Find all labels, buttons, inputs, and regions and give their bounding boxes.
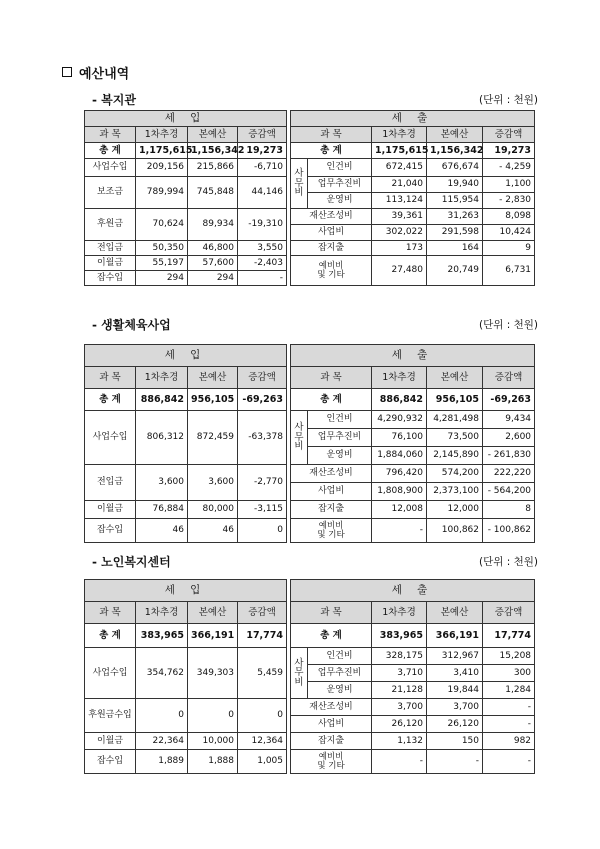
budget-table-senior-center bbox=[84, 579, 535, 774]
section-title-welfare-center: - 복지관 bbox=[92, 93, 136, 107]
column-header: 1차추경 bbox=[372, 602, 427, 624]
table-cell: 0 bbox=[188, 699, 238, 733]
table-cell: 80,000 bbox=[188, 501, 238, 519]
table-cell: 745,848 bbox=[188, 177, 238, 209]
column-header: 과 목 bbox=[85, 127, 136, 143]
budget-table-sports-program bbox=[84, 344, 535, 543]
table-cell: 1,284 bbox=[483, 682, 535, 699]
table-cell: 57,600 bbox=[188, 256, 238, 271]
row-label: 잡수입 bbox=[85, 750, 136, 774]
table-cell: 46 bbox=[188, 519, 238, 543]
column-header: 과 목 bbox=[85, 367, 136, 389]
row-label: 운영비 bbox=[308, 682, 372, 699]
section-title-senior-center: - 노인복지센터 bbox=[92, 555, 171, 569]
table-cell: 366,191 bbox=[427, 624, 483, 648]
table-cell: 21,040 bbox=[372, 177, 427, 193]
table-cell: 39,361 bbox=[372, 209, 427, 225]
table-row bbox=[85, 209, 535, 225]
column-header: 증감액 bbox=[238, 602, 287, 624]
table-cell: 27,480 bbox=[372, 256, 427, 286]
table-cell: 1,889 bbox=[136, 750, 188, 774]
table-cell: 1,175,615 bbox=[136, 143, 188, 159]
table-cell: - 2,830 bbox=[483, 193, 535, 209]
table-cell: 4,290,932 bbox=[372, 411, 427, 429]
table-cell: 383,965 bbox=[372, 624, 427, 648]
column-header: 1차추경 bbox=[136, 367, 188, 389]
row-label: 업무추진비 bbox=[308, 177, 372, 193]
table-cell: 89,934 bbox=[188, 209, 238, 241]
table-cell: 19,273 bbox=[238, 143, 287, 159]
table-cell: 366,191 bbox=[188, 624, 238, 648]
table-cell: 3,710 bbox=[372, 665, 427, 682]
row-label: 잡지출 bbox=[291, 241, 372, 256]
table-cell: 3,600 bbox=[188, 465, 238, 501]
row-label: 후원금수입 bbox=[85, 699, 136, 733]
table-cell: 3,600 bbox=[136, 465, 188, 501]
table-cell: 6,731 bbox=[483, 256, 535, 286]
column-header: 본예산 bbox=[427, 367, 483, 389]
total-row bbox=[85, 624, 535, 648]
table-cell: - bbox=[238, 271, 287, 286]
row-label: 후원금 bbox=[85, 209, 136, 241]
table-cell: 3,700 bbox=[427, 699, 483, 716]
table-cell: - bbox=[483, 699, 535, 716]
table-cell: 383,965 bbox=[136, 624, 188, 648]
total-label: 총 계 bbox=[85, 143, 136, 159]
row-label: 사업비 bbox=[291, 716, 372, 733]
table-cell: 1,888 bbox=[188, 750, 238, 774]
column-header: 1차추경 bbox=[136, 602, 188, 624]
row-label-reserve: 예비비 및 기타 bbox=[291, 519, 372, 543]
total-label: 총 계 bbox=[291, 143, 372, 159]
table-cell: 294 bbox=[188, 271, 238, 286]
table-cell: 46 bbox=[136, 519, 188, 543]
table-cell: 886,842 bbox=[136, 389, 188, 411]
column-header: 본예산 bbox=[188, 367, 238, 389]
table-cell: 44,146 bbox=[238, 177, 287, 209]
row-label: 잡수입 bbox=[85, 271, 136, 286]
table-row bbox=[85, 699, 535, 716]
main-heading-text: 예산내역 bbox=[79, 67, 130, 82]
row-label: 사업비 bbox=[291, 483, 372, 501]
table-cell: 2,600 bbox=[483, 429, 535, 447]
table-cell: 3,550 bbox=[238, 241, 287, 256]
table-cell: 10,424 bbox=[483, 225, 535, 241]
table-cell: 21,128 bbox=[372, 682, 427, 699]
table-row bbox=[85, 501, 535, 519]
table-cell: 5,459 bbox=[238, 648, 287, 699]
table-cell: 3,700 bbox=[372, 699, 427, 716]
table-cell: 26,120 bbox=[427, 716, 483, 733]
row-label-reserve: 예비비 및 기타 bbox=[291, 256, 372, 286]
expense-header: 세 출 bbox=[291, 580, 535, 602]
table-cell: 886,842 bbox=[372, 389, 427, 411]
table-cell: - bbox=[483, 750, 535, 774]
table-cell: 676,674 bbox=[427, 159, 483, 177]
row-label: 사업수입 bbox=[85, 648, 136, 699]
expense-header: 세 출 bbox=[291, 111, 535, 127]
expense-header: 세 출 bbox=[291, 345, 535, 367]
row-label: 인건비 bbox=[308, 648, 372, 665]
table-cell: 76,884 bbox=[136, 501, 188, 519]
table-cell: -63,378 bbox=[238, 411, 287, 465]
table-row bbox=[85, 411, 535, 429]
table-cell: - bbox=[372, 750, 427, 774]
row-label: 잡지출 bbox=[291, 733, 372, 750]
table-cell: 354,762 bbox=[136, 648, 188, 699]
table-cell: 0 bbox=[238, 699, 287, 733]
total-label: 총 계 bbox=[85, 624, 136, 648]
table-row bbox=[85, 519, 535, 543]
row-label: 이월금 bbox=[85, 501, 136, 519]
table-cell: -2,403 bbox=[238, 256, 287, 271]
table-cell: 19,273 bbox=[483, 143, 535, 159]
revenue-header: 세 입 bbox=[85, 580, 287, 602]
table-cell: 1,884,060 bbox=[372, 447, 427, 465]
table-cell: 294 bbox=[136, 271, 188, 286]
samubi-group-label: 사 무 비 bbox=[291, 411, 308, 465]
table-cell: 17,774 bbox=[238, 624, 287, 648]
table-cell: 300 bbox=[483, 665, 535, 682]
table-cell: 173 bbox=[372, 241, 427, 256]
table-cell: 0 bbox=[136, 699, 188, 733]
row-label: 재산조성비 bbox=[291, 699, 372, 716]
table-cell: 349,303 bbox=[188, 648, 238, 699]
column-header: 본예산 bbox=[427, 602, 483, 624]
table-cell: 1,100 bbox=[483, 177, 535, 193]
table-cell: 9 bbox=[483, 241, 535, 256]
column-header: 과 목 bbox=[291, 367, 372, 389]
table-cell: 806,312 bbox=[136, 411, 188, 465]
table-cell: -3,115 bbox=[238, 501, 287, 519]
table-cell: 956,105 bbox=[188, 389, 238, 411]
table-cell: 872,459 bbox=[188, 411, 238, 465]
checkbox-square-icon bbox=[62, 67, 72, 77]
table-cell: - bbox=[372, 519, 427, 543]
unit-note: (단위 : 천원) bbox=[479, 94, 538, 106]
table-cell: 302,022 bbox=[372, 225, 427, 241]
table-cell: 76,100 bbox=[372, 429, 427, 447]
table-cell: 956,105 bbox=[427, 389, 483, 411]
total-row bbox=[85, 389, 535, 411]
row-label: 이월금 bbox=[85, 256, 136, 271]
table-row bbox=[85, 159, 535, 177]
table-cell: - 4,259 bbox=[483, 159, 535, 177]
table-cell: 1,175,615 bbox=[372, 143, 427, 159]
column-header: 1차추경 bbox=[136, 127, 188, 143]
table-cell: 312,967 bbox=[427, 648, 483, 665]
main-heading bbox=[62, 63, 129, 82]
table-cell: 17,774 bbox=[483, 624, 535, 648]
row-label: 잡수입 bbox=[85, 519, 136, 543]
section-title-sports-program: - 생활체육사업 bbox=[92, 318, 171, 332]
table-cell: - bbox=[427, 750, 483, 774]
row-label: 이월금 bbox=[85, 733, 136, 750]
table-cell: 10,000 bbox=[188, 733, 238, 750]
table-cell: 20,749 bbox=[427, 256, 483, 286]
table-cell: 982 bbox=[483, 733, 535, 750]
table-cell: 73,500 bbox=[427, 429, 483, 447]
column-header: 1차추경 bbox=[372, 127, 427, 143]
table-cell: 0 bbox=[238, 519, 287, 543]
column-header: 과 목 bbox=[291, 127, 372, 143]
table-cell: 150 bbox=[427, 733, 483, 750]
row-label: 업무추진비 bbox=[308, 429, 372, 447]
table-cell: 70,624 bbox=[136, 209, 188, 241]
column-header: 증감액 bbox=[238, 127, 287, 143]
table-cell: 12,364 bbox=[238, 733, 287, 750]
column-header: 증감액 bbox=[483, 127, 535, 143]
column-header: 본예산 bbox=[188, 602, 238, 624]
column-header: 증감액 bbox=[483, 367, 535, 389]
table-cell: 2,145,890 bbox=[427, 447, 483, 465]
row-label: 전입금 bbox=[85, 465, 136, 501]
table-cell: 2,373,100 bbox=[427, 483, 483, 501]
row-label: 재산조성비 bbox=[291, 465, 372, 483]
table-cell: - bbox=[483, 716, 535, 733]
table-cell: 789,994 bbox=[136, 177, 188, 209]
table-row bbox=[85, 256, 535, 271]
row-label: 인건비 bbox=[308, 411, 372, 429]
table-row bbox=[85, 177, 535, 193]
table-row bbox=[85, 241, 535, 256]
table-cell: 209,156 bbox=[136, 159, 188, 177]
table-cell: 1,156,342 bbox=[188, 143, 238, 159]
samubi-group-label: 사 무 비 bbox=[291, 648, 308, 699]
table-cell: -19,310 bbox=[238, 209, 287, 241]
total-row bbox=[85, 143, 535, 159]
table-cell: - 261,830 bbox=[483, 447, 535, 465]
table-cell: 9,434 bbox=[483, 411, 535, 429]
table-row bbox=[85, 750, 535, 774]
table-row bbox=[85, 465, 535, 483]
table-cell: 8 bbox=[483, 501, 535, 519]
row-label: 보조금 bbox=[85, 177, 136, 209]
table-cell: 12,000 bbox=[427, 501, 483, 519]
column-header: 과 목 bbox=[291, 602, 372, 624]
total-label: 총 계 bbox=[291, 389, 372, 411]
row-label: 사업비 bbox=[291, 225, 372, 241]
table-cell: 328,175 bbox=[372, 648, 427, 665]
table-row bbox=[85, 648, 535, 665]
table-cell: 46,800 bbox=[188, 241, 238, 256]
row-label: 재산조성비 bbox=[291, 209, 372, 225]
row-label-reserve: 예비비 및 기타 bbox=[291, 750, 372, 774]
table-cell: 1,808,900 bbox=[372, 483, 427, 501]
revenue-header: 세 입 bbox=[85, 111, 287, 127]
total-label: 총 계 bbox=[85, 389, 136, 411]
table-cell: 8,098 bbox=[483, 209, 535, 225]
total-label: 총 계 bbox=[291, 624, 372, 648]
table-cell: 291,598 bbox=[427, 225, 483, 241]
column-header: 1차추경 bbox=[372, 367, 427, 389]
table-cell: 222,220 bbox=[483, 465, 535, 483]
table-cell: 574,200 bbox=[427, 465, 483, 483]
table-cell: 1,156,342 bbox=[427, 143, 483, 159]
row-label: 운영비 bbox=[308, 447, 372, 465]
table-cell: 4,281,498 bbox=[427, 411, 483, 429]
table-cell: 100,862 bbox=[427, 519, 483, 543]
row-label: 사업수입 bbox=[85, 411, 136, 465]
table-cell: 22,364 bbox=[136, 733, 188, 750]
table-cell: 26,120 bbox=[372, 716, 427, 733]
table-cell: 31,263 bbox=[427, 209, 483, 225]
samubi-group-label: 사 무 비 bbox=[291, 159, 308, 209]
table-row bbox=[85, 733, 535, 750]
table-cell: 1,132 bbox=[372, 733, 427, 750]
table-cell: 215,866 bbox=[188, 159, 238, 177]
row-label: 잡지출 bbox=[291, 501, 372, 519]
table-cell: 113,124 bbox=[372, 193, 427, 209]
column-header: 본예산 bbox=[427, 127, 483, 143]
table-cell: -2,770 bbox=[238, 465, 287, 501]
table-cell: 19,844 bbox=[427, 682, 483, 699]
column-header: 증감액 bbox=[483, 602, 535, 624]
column-header: 본예산 bbox=[188, 127, 238, 143]
row-label: 업무추진비 bbox=[308, 665, 372, 682]
table-cell: 15,208 bbox=[483, 648, 535, 665]
column-header: 과 목 bbox=[85, 602, 136, 624]
column-header: 증감액 bbox=[238, 367, 287, 389]
table-cell: 12,008 bbox=[372, 501, 427, 519]
row-label: 운영비 bbox=[308, 193, 372, 209]
revenue-header: 세 입 bbox=[85, 345, 287, 367]
table-cell: 164 bbox=[427, 241, 483, 256]
table-cell: 3,410 bbox=[427, 665, 483, 682]
table-cell: 1,005 bbox=[238, 750, 287, 774]
table-cell: -6,710 bbox=[238, 159, 287, 177]
row-label: 전입금 bbox=[85, 241, 136, 256]
table-cell: 19,940 bbox=[427, 177, 483, 193]
table-cell: 50,350 bbox=[136, 241, 188, 256]
table-cell: 672,415 bbox=[372, 159, 427, 177]
table-cell: 55,197 bbox=[136, 256, 188, 271]
table-cell: -69,263 bbox=[483, 389, 535, 411]
unit-note: (단위 : 천원) bbox=[479, 556, 538, 568]
unit-note: (단위 : 천원) bbox=[479, 319, 538, 331]
table-cell: 796,420 bbox=[372, 465, 427, 483]
table-cell: 115,954 bbox=[427, 193, 483, 209]
budget-table-welfare-center bbox=[84, 110, 535, 286]
table-cell: - 564,200 bbox=[483, 483, 535, 501]
table-cell: - 100,862 bbox=[483, 519, 535, 543]
row-label: 인건비 bbox=[308, 159, 372, 177]
table-cell: -69,263 bbox=[238, 389, 287, 411]
row-label: 사업수입 bbox=[85, 159, 136, 177]
